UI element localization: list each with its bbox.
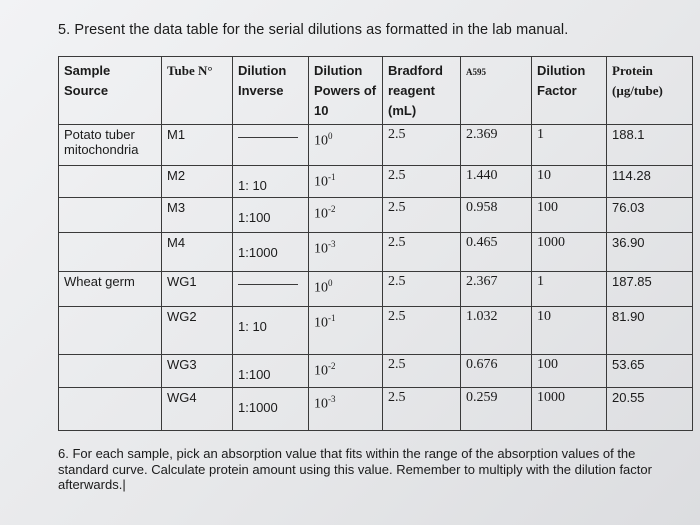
- table-row: [59, 306, 693, 355]
- table-row: [59, 233, 693, 272]
- cell-protein: 53.65: [607, 355, 693, 388]
- cell-tube-no: WG3: [162, 355, 233, 388]
- cell-tube-no: WG2: [162, 306, 233, 355]
- cell-a595: 0.676: [461, 355, 532, 388]
- header-protein: Protein (µg/tube): [607, 57, 693, 125]
- cell-protein: 187.85: [607, 271, 693, 306]
- cell-sample-source: [59, 306, 162, 355]
- cell-tube-no: WG4: [162, 388, 233, 431]
- cell-dilution-inverse: 1:100: [233, 355, 309, 388]
- cell-bradford: 2.5: [383, 125, 461, 166]
- cell-dilution-inverse: 1: 10: [233, 306, 309, 355]
- cell-dilution-factor: 1: [532, 271, 607, 306]
- table-row: [59, 125, 693, 166]
- cell-sample-source: [59, 355, 162, 388]
- table-row: [59, 198, 693, 233]
- cell-tube-no: M4: [162, 233, 233, 272]
- header-bradford-reagent: Bradford reagent (mL): [383, 57, 461, 125]
- header-a595: A595: [461, 57, 532, 125]
- cell-dilution-power: $10^{-3}$: [309, 233, 383, 272]
- cell-tube-no: WG1: [162, 271, 233, 306]
- cell-bradford: 2.5: [383, 165, 461, 198]
- cell-dilution-power: $10^{-2}$: [309, 355, 383, 388]
- cell-bradford: 2.5: [383, 198, 461, 233]
- cell-tube-no: M2: [162, 165, 233, 198]
- table-row: [59, 165, 693, 198]
- cell-bradford: 2.5: [383, 355, 461, 388]
- cell-dilution-power: $10^{-1}$: [309, 306, 383, 355]
- table-row: [59, 388, 693, 431]
- cell-protein: 76.03: [607, 198, 693, 233]
- cell-dilution-power: $10^{-3}$: [309, 388, 383, 431]
- cell-a595: 1.032: [461, 306, 532, 355]
- cell-dilution-inverse: 1:1000: [233, 233, 309, 272]
- cell-dilution-factor: 1000: [532, 233, 607, 272]
- cell-protein: 20.55: [607, 388, 693, 431]
- header-sample-source: Sample Source: [59, 57, 162, 125]
- cell-dilution-power: $10^0$: [309, 271, 383, 306]
- cell-bradford: 2.5: [383, 271, 461, 306]
- cell-tube-no: M3: [162, 198, 233, 233]
- cell-sample-source: [59, 388, 162, 431]
- cell-dilution-inverse: 1:100: [233, 198, 309, 233]
- cell-dilution-inverse: 1: 10: [233, 165, 309, 198]
- cell-dilution-factor: 100: [532, 198, 607, 233]
- cell-dilution-inverse: [233, 271, 309, 306]
- cell-sample-source: [59, 165, 162, 198]
- cell-dilution-factor: 1000: [532, 388, 607, 431]
- cell-sample-source: [59, 233, 162, 272]
- cell-bradford: 2.5: [383, 233, 461, 272]
- cell-a595: 0.259: [461, 388, 532, 431]
- header-dilution-factor: Dilution Factor: [532, 57, 607, 125]
- cell-protein: 114.28: [607, 165, 693, 198]
- table-row: [59, 355, 693, 388]
- cell-sample-source: [59, 198, 162, 233]
- cell-protein: 81.90: [607, 306, 693, 355]
- cell-dilution-power: $10^{-1}$: [309, 165, 383, 198]
- cell-protein: 36.90: [607, 233, 693, 272]
- text-cursor: |: [122, 477, 126, 492]
- cell-a595: 2.369: [461, 125, 532, 166]
- cell-dilution-factor: 1: [532, 125, 607, 166]
- serial-dilution-table: [58, 56, 693, 431]
- cell-sample-source: Potato tuber mitochondria: [59, 125, 162, 166]
- cell-dilution-power: $10^{-2}$: [309, 198, 383, 233]
- table-row: [59, 271, 693, 306]
- header-dilution-powers: Dilution Powers of 10: [309, 57, 383, 125]
- question-6-text: 6. For each sample, pick an absorption value that fits within the range of the absorption values of the standard curve. Calculate protein amount using this value. Remember to multiply with the dilution factor afterwards.|: [58, 446, 652, 492]
- cell-dilution-factor: 100: [532, 355, 607, 388]
- cell-bradford: 2.5: [383, 388, 461, 431]
- question-5-text: 5. Present the data table for the serial dilutions as formatted in the lab manual.: [58, 22, 569, 38]
- cell-a595: 1.440: [461, 165, 532, 198]
- cell-dilution-factor: 10: [532, 306, 607, 355]
- header-tube-no: Tube N°: [162, 57, 233, 125]
- cell-a595: 2.367: [461, 271, 532, 306]
- cell-dilution-power: $10^0$: [309, 125, 383, 166]
- cell-dilution-inverse: 1:1000: [233, 388, 309, 431]
- cell-protein: 188.1: [607, 125, 693, 166]
- blank-underline: [238, 137, 298, 138]
- cell-bradford: 2.5: [383, 306, 461, 355]
- cell-dilution-factor: 10: [532, 165, 607, 198]
- cell-a595: 0.465: [461, 233, 532, 272]
- cell-sample-source: Wheat germ: [59, 271, 162, 306]
- header-dilution-inverse: Dilution Inverse: [233, 57, 309, 125]
- cell-tube-no: M1: [162, 125, 233, 166]
- blank-underline: [238, 284, 298, 285]
- cell-a595: 0.958: [461, 198, 532, 233]
- cell-dilution-inverse: [233, 125, 309, 166]
